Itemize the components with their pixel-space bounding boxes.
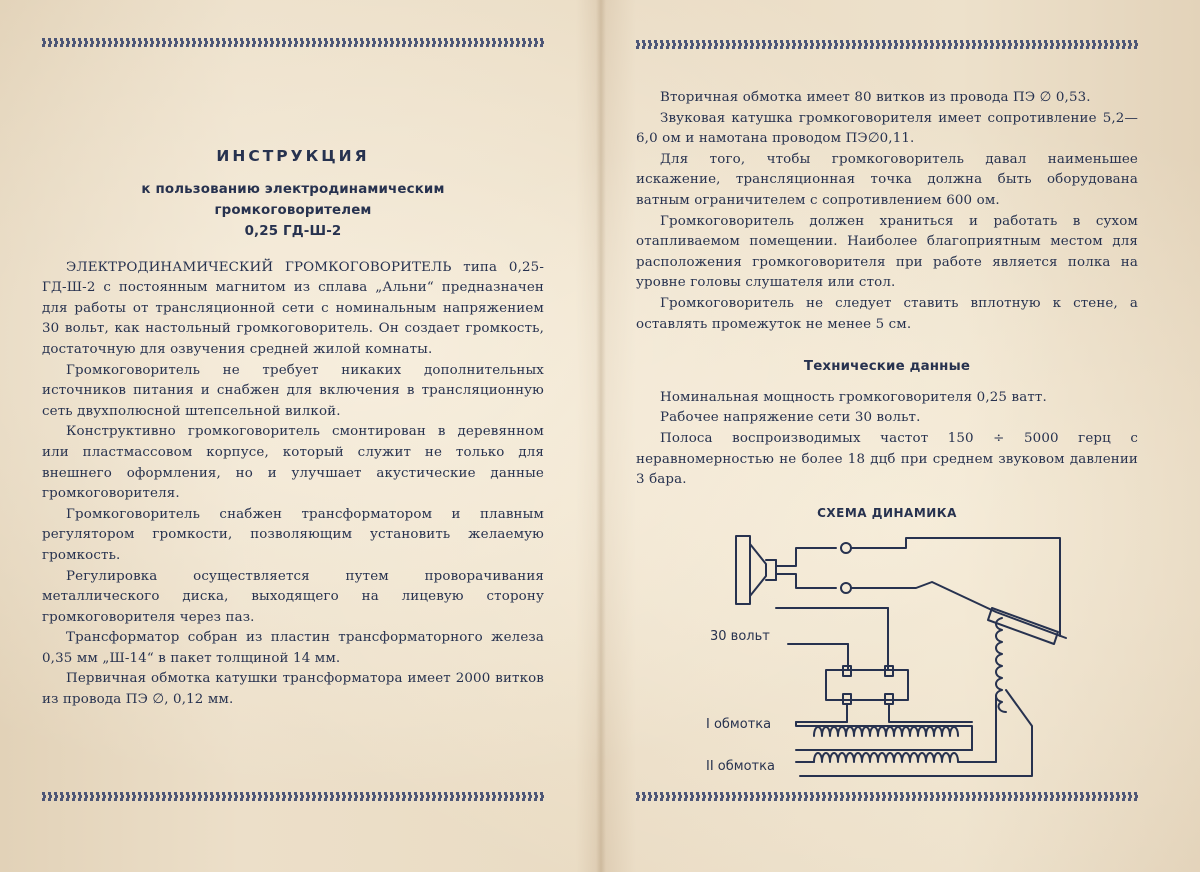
diagram-title: СХЕМА ДИНАМИКА: [817, 505, 957, 520]
left-page: [42, 146, 544, 711]
diagram-label-winding-2: II обмотка: [706, 759, 775, 774]
diagram-label-volts: 30 вольт: [710, 629, 770, 644]
ornament-top-left: [42, 38, 544, 47]
speaker-diagram: [696, 526, 1076, 782]
tech-data-title: Технические данные: [803, 359, 971, 375]
tech-paragraph: Рабочее напряжение сети 30 вольт.: [660, 410, 921, 426]
subtitle-line-1: к пользованию электродинамическим: [141, 181, 445, 197]
ornament-top-right: [636, 40, 1138, 49]
paragraph: Регулировка осуществляется путем проворачивания металлического диска, выходящего на лицевую сторону громкоговорителя через паз.: [42, 568, 544, 625]
paragraph: Громкоговоритель снабжен трансформатором и плавным регулятором громкости, позволяющим установить желаемую громкость.: [42, 506, 544, 563]
center-fold: [596, 0, 606, 872]
model-name: 0,25 ГД-Ш-2: [244, 223, 342, 239]
paragraph: Первичная обмотка катушки трансформатора имеет 2000 витков из провода ПЭ ∅, 0,12 мм.: [42, 671, 544, 708]
paragraph: Звуковая катушка громкоговорителя имеет сопротивление 5,2—6,0 ом и намотана проводом ПЭ∅0,11.: [636, 110, 1138, 147]
tech-paragraph: Полоса воспроизводимых частот 150 ÷ 5000 герц с неравномерностью не более 18 дцб при среднем звуковом давлении 3 бара.: [636, 430, 1138, 488]
paragraph: Трансформатор собран из пластин трансформаторного железа 0,35 мм „Ш-14“ в пакет толщиной 14 мм.: [42, 630, 544, 666]
paragraph: Громкоговоритель не следует ставить вплотную к стене, а оставлять промежуток не менее 5 см.: [636, 295, 1138, 332]
paragraph: Вторичная обмотка имеет 80 витков из провода ПЭ ∅ 0,53.: [660, 90, 1091, 105]
diagram-label-winding-1: I обмотка: [706, 717, 772, 732]
paragraph: ЭЛЕКТРОДИНАМИЧЕСКИЙ ГРОМКОГОВОРИТЕЛЬ типа 0,25-ГД-Ш-2 с постоянным магнитом из сплава „Альни“ предназначен для работы от трансляционной сети с номинальным напряжением 30 вольт, как настольный громкоговоритель. Он создает громкость, достаточную для озвучения средней жилой комнаты.: [42, 259, 544, 357]
paragraph: Громкоговоритель не требует никаких дополнительных источников питания и снабжен для включения в трансляционную сеть двухполюсной штепсельной вилкой.: [42, 362, 544, 419]
paragraph: Для того, чтобы громкоговоритель давал наименьшее искажение, трансляционная точка должна быть оборудована ватным ограничителем с сопротивлением 600 ом.: [636, 151, 1138, 208]
primary-coil-icon: [814, 727, 958, 736]
paragraph: Конструктивно громкоговоритель смонтирован в деревянном или пластмассовом корпусе, который служит не только для внешнего оформления, но и улучшает акустические данные громкоговорителя.: [42, 424, 544, 502]
page-title: ИНСТРУКЦИЯ: [216, 147, 370, 165]
subtitle-line-2: громкоговорителем: [214, 202, 372, 218]
speaker-icon: [736, 536, 776, 604]
paragraph: Громкоговоритель должен храниться и работать в сухом отапливаемом помещении. Наиболее благоприятным местом для расположения громкоговорителя при работе является полка на уровне головы слушателя или стол.: [636, 213, 1138, 291]
right-page: [636, 88, 1138, 523]
terminal-icon: [841, 543, 851, 593]
secondary-coil-icon: [814, 753, 958, 762]
ornament-bottom-left: [42, 792, 544, 801]
ornament-bottom-right: [636, 792, 1138, 801]
tech-paragraph: Номинальная мощность громкоговорителя 0,25 ватт.: [660, 389, 1047, 405]
